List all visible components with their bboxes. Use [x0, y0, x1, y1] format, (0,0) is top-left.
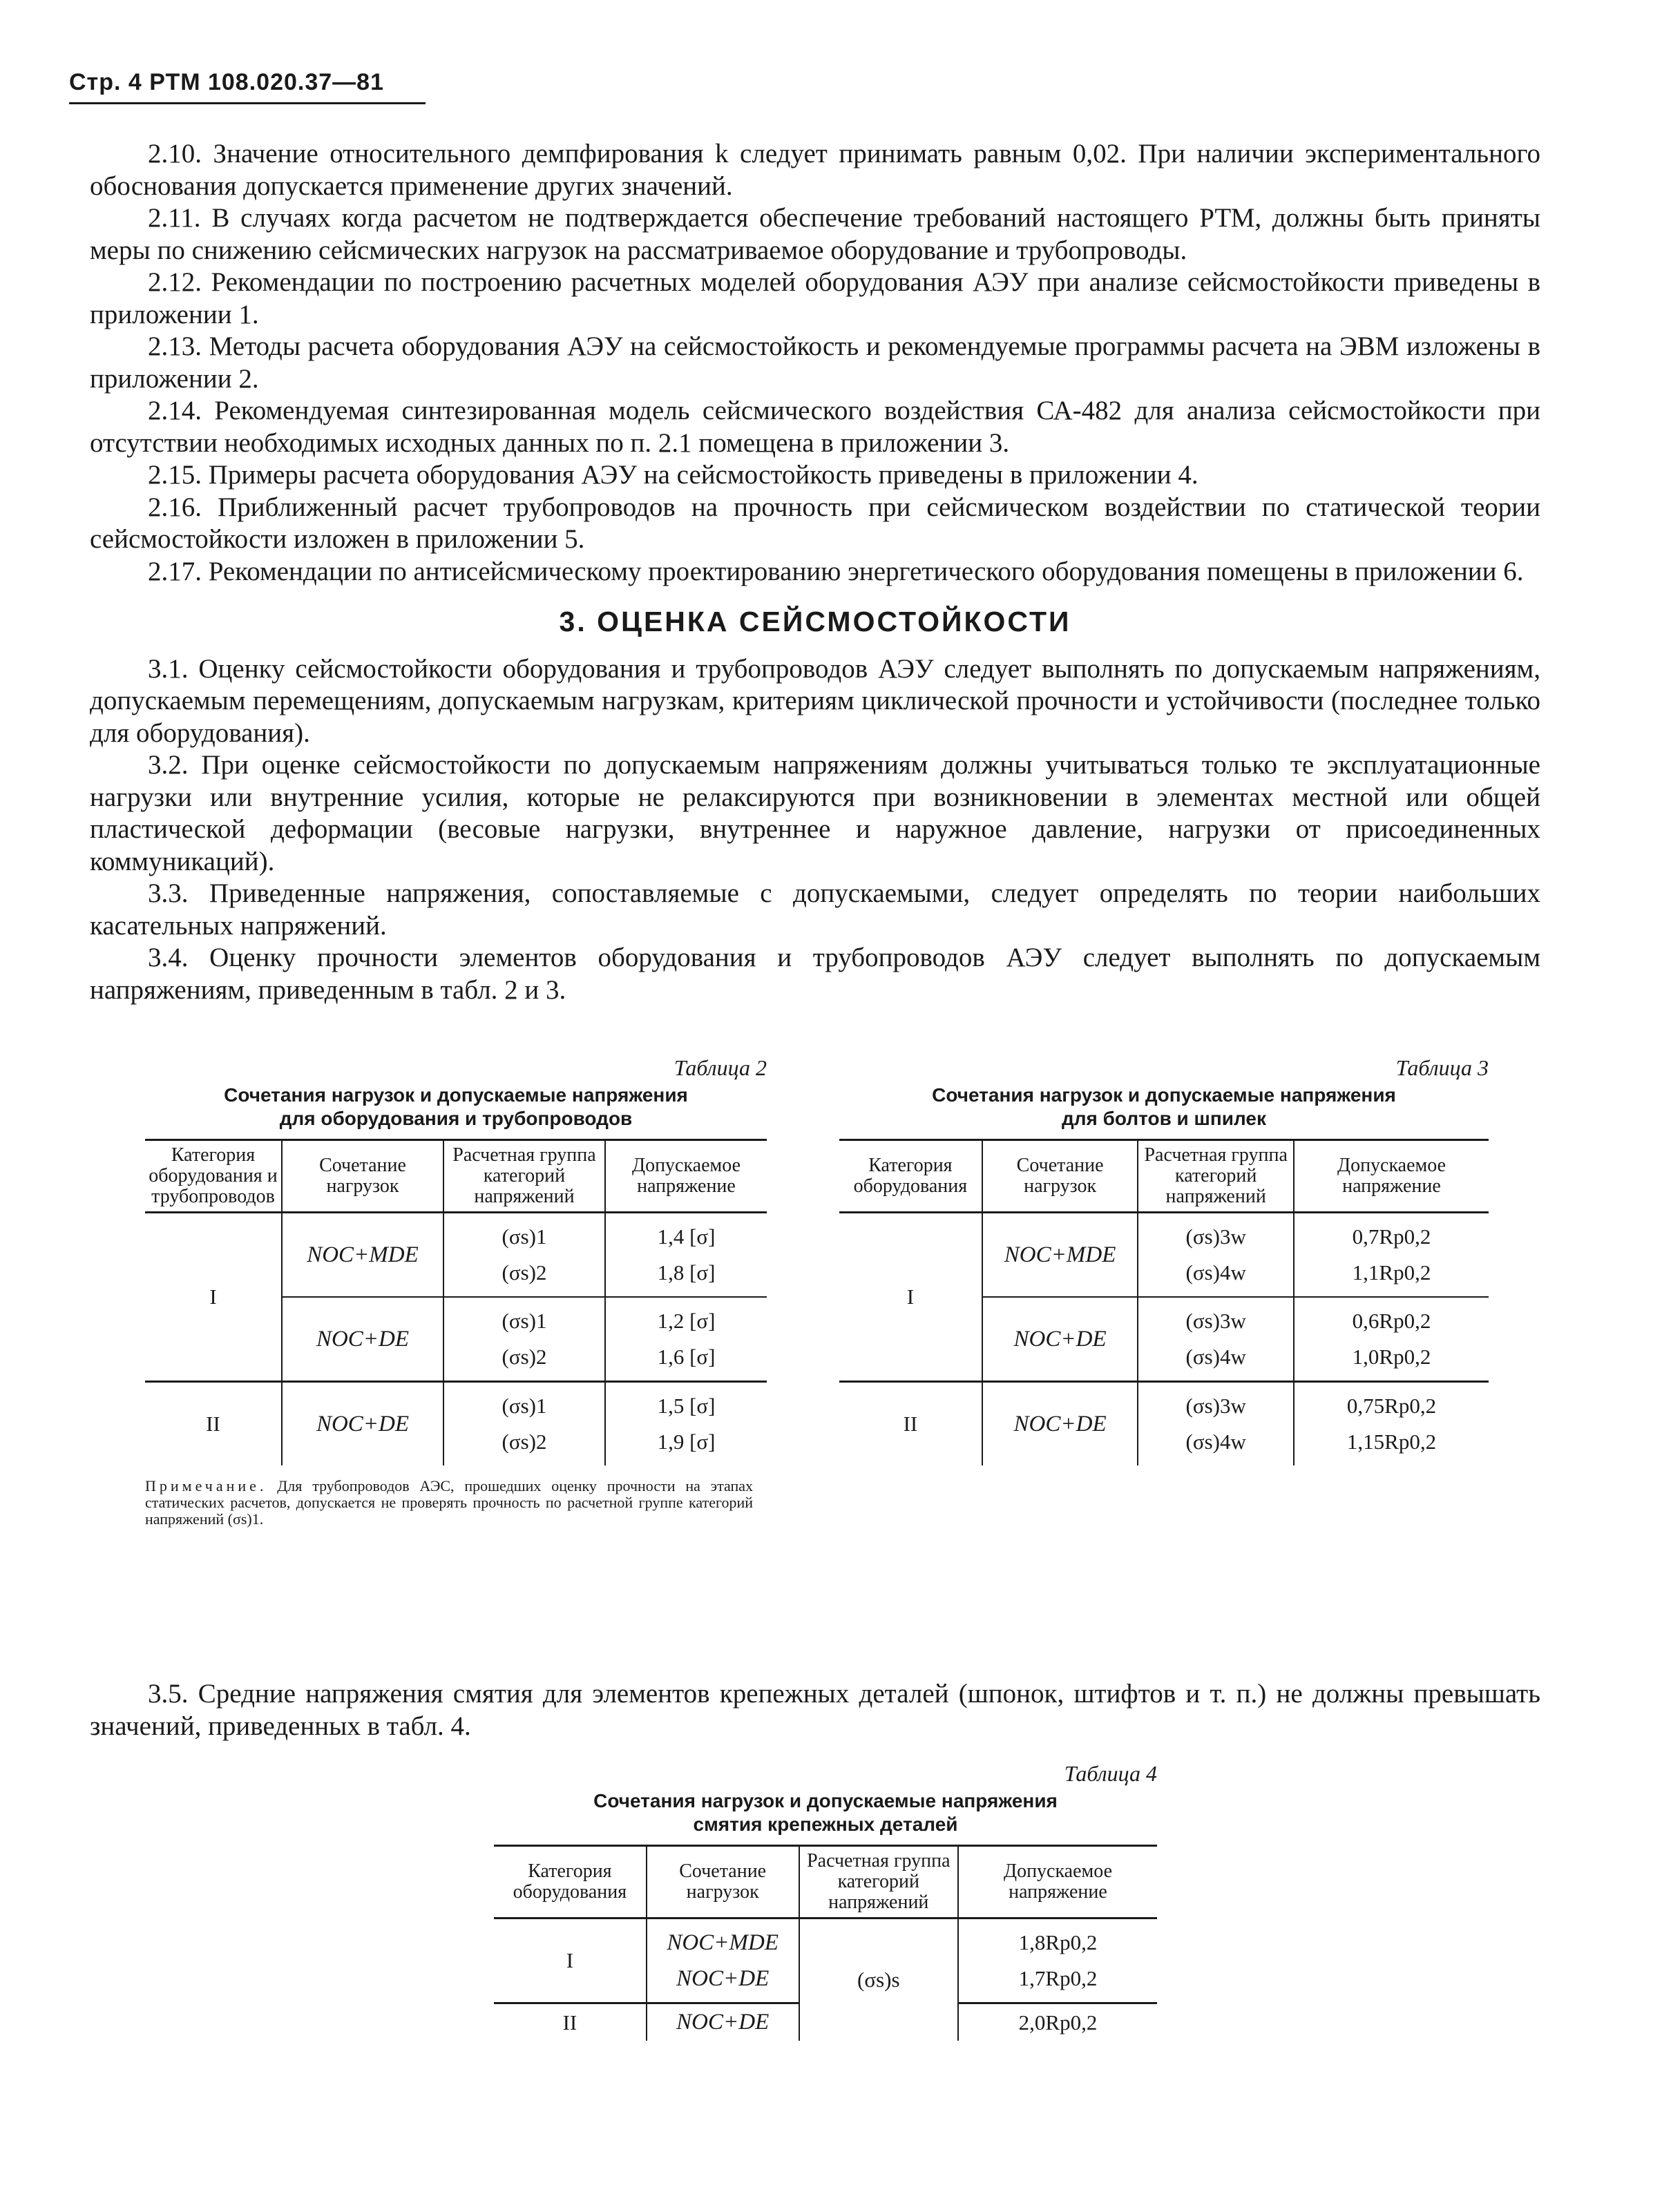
- group-value: (σs)3w: [1185, 1394, 1246, 1418]
- header-group: Расчетная группа категорий напряжений: [1138, 1140, 1294, 1213]
- allowable-cell: [605, 1297, 767, 1382]
- table-row: [145, 1213, 767, 1298]
- combo-value: NOC+MDE: [667, 1930, 779, 1955]
- paragraph-3-1: 3.1. Оценку сейсмостойкости оборудования и трубопроводов АЭУ следует выполнять по допускаемым напряжениям, допускаемым перемещениям, допускаемым нагрузкам, критериям циклической прочности и устойчивости (последнее только для оборудования).: [90, 653, 1540, 748]
- table-2-block: [145, 1055, 767, 1528]
- paragraph-2-15: 2.15. Примеры расчета оборудования АЭУ на сейсмостойкость приведены в приложении 4.: [148, 460, 1198, 490]
- combo-cell: NOC+DE: [282, 1382, 443, 1466]
- table-3: [839, 1139, 1489, 1465]
- paragraph-2-11: 2.11. В случаях когда расчетом не подтверждается обеспечение требований настоящего РТМ, должны быть приняты меры по снижению сейсмических нагрузок на рассматриваемое оборудование и трубопроводы.: [90, 203, 1540, 265]
- group-cell: (σs)s: [799, 1918, 958, 2041]
- allowable-cell: [1294, 1213, 1489, 1298]
- allowable-value: 1,2 [σ]: [657, 1309, 716, 1333]
- category-cell: II: [145, 1382, 282, 1466]
- combo-cell: NOC+DE: [282, 1297, 443, 1382]
- table-4: [494, 1845, 1157, 2041]
- group-value: (σs)3w: [1185, 1309, 1246, 1333]
- allowable-value: 1,9 [σ]: [657, 1430, 716, 1454]
- combo-cell: NOC+MDE: [282, 1213, 443, 1298]
- allowable-value: 1,15Rp0,2: [1346, 1430, 1437, 1454]
- allowable-value: 0,75Rp0,2: [1346, 1394, 1437, 1418]
- note-text: Для трубопроводов АЭС, прошедших оценку прочности на этапах статических расчетов, допускается не проверять прочность по расчетной группе категорий напряжений (σs)1.: [145, 1477, 754, 1528]
- allowable-cell: [605, 1213, 767, 1298]
- group-value: (σs)1: [502, 1309, 547, 1333]
- body-text: [90, 138, 1540, 1006]
- header-combination: Сочетание нагрузок: [282, 1140, 443, 1213]
- header-combination: Сочетание нагрузок: [982, 1140, 1138, 1213]
- paragraph-2-10: 2.10. Значение относительного демпфирования k следует принимать равным 0,02. При наличии экспериментального обоснования допускается применение других значений.: [90, 139, 1540, 201]
- allowable-value: 1,5 [σ]: [657, 1394, 716, 1418]
- table-row: [839, 1213, 1489, 1298]
- table-header-row: [145, 1140, 767, 1213]
- page-header: Стр. 4 РТМ 108.020.37—81: [69, 69, 384, 95]
- table-2-label: Таблица 2: [674, 1055, 767, 1080]
- allowable-value: 1,8 [σ]: [657, 1260, 716, 1285]
- combo-cell: NOC+DE: [647, 2003, 799, 2041]
- group-value: (σs)4w: [1185, 1345, 1246, 1369]
- paragraph-3-5-block: [90, 1678, 1540, 1742]
- paragraph-2-16: 2.16. Приближенный расчет трубопроводов на прочность при сейсмическом воздействии по статической теории сейсмостойкости изложен в приложении 5.: [90, 492, 1540, 554]
- header-combination: Сочетание нагрузок: [647, 1846, 799, 1918]
- combo-cell: [647, 1918, 799, 2003]
- paragraph-3-2: 3.2. При оценке сейсмостойкости по допускаемым напряжениям должны учитываться только те эксплуатационные нагрузки или внутренние усилия, которые не релаксируются при возникновении в элементах местной или общей пластической деформации (весовые нагрузки, внутреннее и наружное давление, нагрузки от присоединенных коммуникаций).: [90, 750, 1540, 876]
- allowable-value: 1,0Rp0,2: [1352, 1345, 1431, 1369]
- allowable-value: 1,7Rp0,2: [1018, 1966, 1098, 1990]
- group-value: (σs)1: [502, 1394, 547, 1418]
- table-row: [145, 1382, 767, 1466]
- table-2-caption-line1: Сочетания нагрузок и допускаемые напряжения: [224, 1084, 688, 1106]
- header-allowable: Допускаемое напряжение: [605, 1140, 767, 1213]
- section-title: 3. ОЦЕНКА СЕЙСМОСТОЙКОСТИ: [559, 606, 1071, 637]
- table-3-caption-line1: Сочетания нагрузок и допускаемые напряжения: [932, 1084, 1396, 1106]
- table-2: [145, 1139, 767, 1465]
- category-cell: II: [494, 2003, 647, 2041]
- allowable-cell: [1294, 1297, 1489, 1382]
- paragraph-2-14: 2.14. Рекомендуемая синтезированная модель сейсмического воздействия СА-482 для анализа сейсмостойкости при отсутствии необходимых исходных данных по п. 2.1 помещена в приложении 3.: [90, 396, 1540, 458]
- category-cell: I: [839, 1213, 982, 1382]
- header-category: Категория оборудования и трубопроводов: [145, 1140, 282, 1213]
- table-4-label: Таблица 4: [1064, 1761, 1157, 1786]
- allowable-cell: [1294, 1382, 1489, 1466]
- group-cell: [443, 1213, 605, 1298]
- paragraph-2-13: 2.13. Методы расчета оборудования АЭУ на сейсмостойкость и рекомендуемые программы расчета на ЭВМ изложены в приложении 2.: [90, 331, 1540, 394]
- allowable-cell: 2,0Rp0,2: [958, 2003, 1157, 2041]
- paragraph-2-17: 2.17. Рекомендации по антисейсмическому проектированию энергетического оборудования помещены в приложении 6.: [148, 556, 1524, 586]
- allowable-value: 0,6Rp0,2: [1352, 1309, 1431, 1333]
- group-value: (σs)2: [502, 1345, 547, 1369]
- header-allowable: Допускаемое напряжение: [1294, 1140, 1489, 1213]
- paragraph-3-3: 3.3. Приведенные напряжения, сопоставляемые с допускаемыми, следует определять по теории наибольших касательных напряжений.: [90, 878, 1540, 941]
- table-4-caption: [494, 1789, 1157, 1836]
- combo-cell: NOC+DE: [982, 1297, 1138, 1382]
- header-group: Расчетная группа категорий напряжений: [443, 1140, 605, 1213]
- category-cell: I: [494, 1918, 647, 2003]
- paragraph-2-12: 2.12. Рекомендации по построению расчетных моделей оборудования АЭУ при анализе сейсмостойкости приведены в приложении 1.: [90, 267, 1540, 329]
- allowable-value: 1,8Rp0,2: [1018, 1930, 1098, 1954]
- group-cell: [1138, 1213, 1294, 1298]
- table-row: [839, 1382, 1489, 1466]
- allowable-value: 1,4 [σ]: [657, 1224, 716, 1249]
- group-value: (σs)4w: [1185, 1430, 1246, 1454]
- group-cell: [1138, 1297, 1294, 1382]
- table-3-block: [839, 1055, 1489, 1465]
- table-2-caption-line2: для оборудования и трубопроводов: [279, 1108, 633, 1129]
- table-header-row: [494, 1846, 1157, 1918]
- group-value: (σs)1: [502, 1224, 547, 1249]
- table-2-caption: [145, 1084, 767, 1131]
- group-value: (σs)2: [502, 1430, 547, 1454]
- combo-cell: NOC+MDE: [982, 1213, 1138, 1298]
- table-header-row: [839, 1140, 1489, 1213]
- group-cell: [443, 1382, 605, 1466]
- allowable-value: 0,7Rp0,2: [1352, 1224, 1431, 1249]
- note-label: Примечание.: [145, 1477, 267, 1494]
- combo-value: NOC+DE: [676, 1966, 770, 1991]
- table-row: [494, 1918, 1157, 2003]
- header-rule: [69, 102, 426, 104]
- header-category: Категория оборудования: [839, 1140, 982, 1213]
- table-4-caption-line1: Сочетания нагрузок и допускаемые напряжения: [593, 1790, 1058, 1811]
- group-value: (σs)4w: [1185, 1260, 1246, 1285]
- header-allowable: Допускаемое напряжение: [958, 1846, 1157, 1918]
- allowable-value: 1,6 [σ]: [657, 1345, 716, 1369]
- group-value: (σs)2: [502, 1260, 547, 1285]
- table-4-block: [494, 1761, 1157, 2041]
- paragraph-3-4: 3.4. Оценку прочности элементов оборудования и трубопроводов АЭУ следует выполнять по допускаемым напряжениям, приведенным в табл. 2 и 3.: [90, 943, 1540, 1005]
- allowable-value: 1,1Rp0,2: [1352, 1260, 1431, 1285]
- table-3-caption-line2: для болтов и шпилек: [1061, 1108, 1267, 1129]
- table-4-caption-line2: смятия крепежных деталей: [693, 1814, 958, 1835]
- allowable-cell: [605, 1382, 767, 1466]
- table-2-note: [145, 1478, 753, 1528]
- group-cell: [443, 1297, 605, 1382]
- category-cell: II: [839, 1382, 982, 1466]
- category-cell: I: [145, 1213, 282, 1382]
- combo-cell: NOC+DE: [982, 1382, 1138, 1466]
- header-group: Расчетная группа категорий напряжений: [799, 1846, 958, 1918]
- table-3-caption: [839, 1084, 1489, 1131]
- header-category: Категория оборудования: [494, 1846, 647, 1918]
- group-value: (σs)3w: [1185, 1224, 1246, 1249]
- paragraph-3-5: 3.5. Средние напряжения смятия для элементов крепежных деталей (шпонок, штифтов и т. п.) не должны превышать значений, приведенных в табл. 4.: [90, 1679, 1540, 1741]
- group-cell: [1138, 1382, 1294, 1466]
- allowable-cell: [958, 1918, 1157, 2003]
- table-3-label: Таблица 3: [1395, 1055, 1489, 1080]
